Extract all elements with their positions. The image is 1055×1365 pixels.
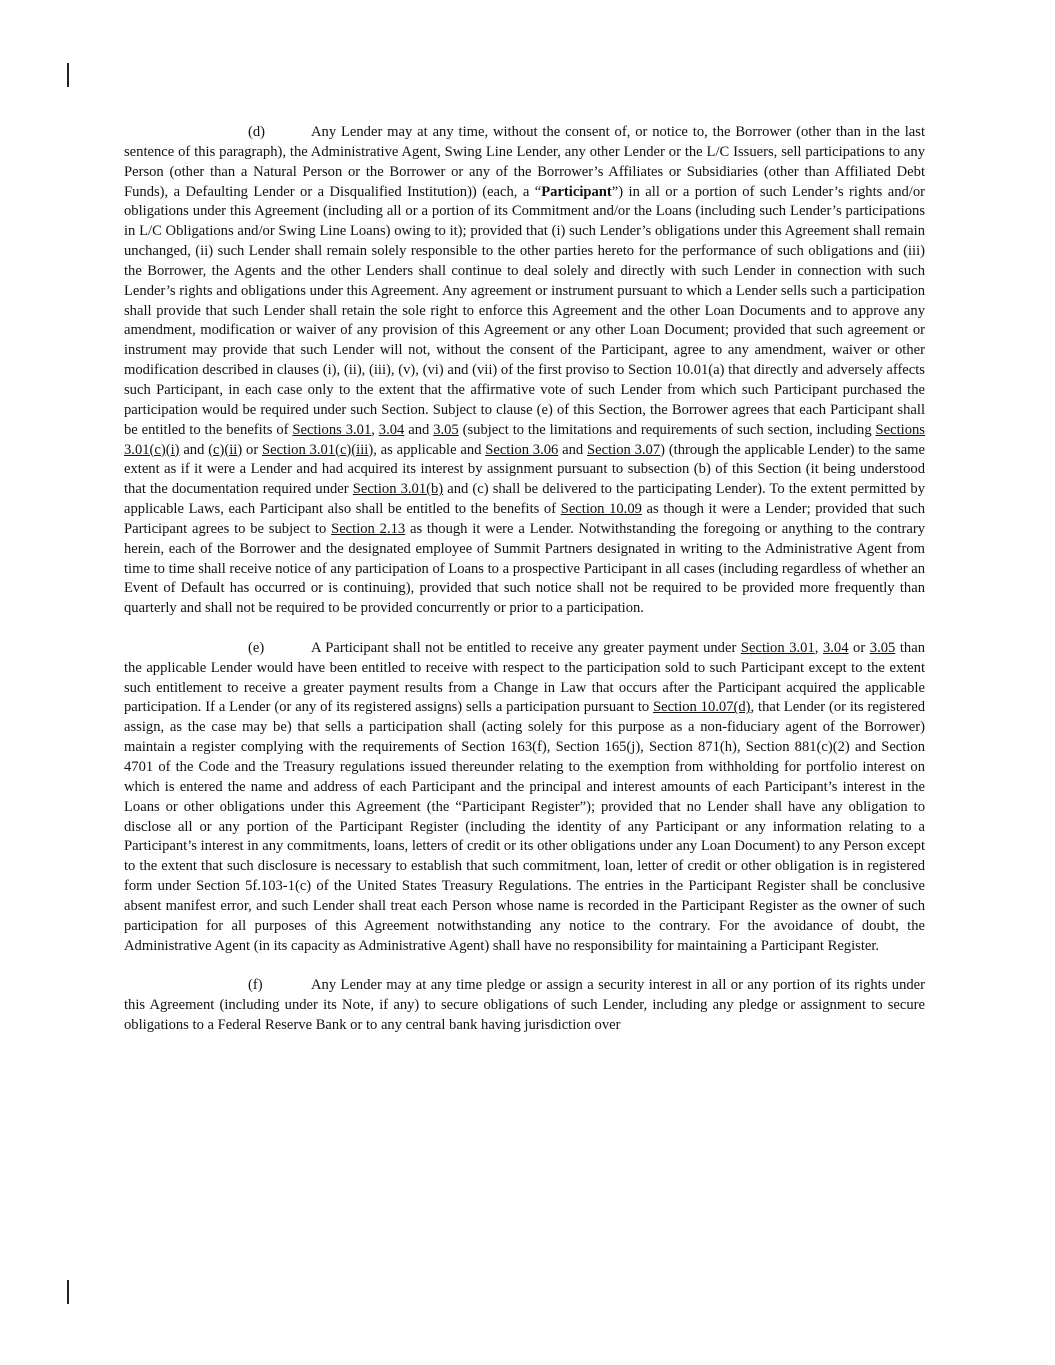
paragraph-text: Any Lender may at any time pledge or assign a security interest in all or any portion of its rights under this Agreement (including under its Note, if any) to secure obligations of such Lender, including any pledge or assignment to secure obligations to a Federal Reserve Bank or to any central bank having jurisdiction over: [124, 977, 925, 1033]
section-reference: Section 3.07: [587, 441, 661, 458]
paragraph-text: ) (through the applicable Lender) to the same extent as if it were a Lender and had acquired its interest by assignment pursuant to subsection (b) of this Section (it being understood that the documentation required under: [124, 441, 926, 498]
revision-bar-bottom: [67, 1280, 69, 1304]
paragraph-text: as though it were a Lender. Notwithstanding the foregoing or anything to the contrary herein, each of the Borrower and the designated employee of Summit Partners designated in writing to the Administrative Agent from time to time shall receive notice of any participation of Loans to a prospective Participant in all cases (including regardless of whether an Event of Default has occurred or is continuing), provided that such notice shall not be required to be provided more frequently than quarterly and shall not be required to be provided concurrently or prior to a participation.: [124, 520, 925, 617]
revision-bar-top: [67, 63, 69, 87]
paragraph-label: (f): [248, 977, 263, 994]
paragraph-text: as though it were a Lender; provided that such Participant agrees to be subject to: [124, 501, 925, 537]
paragraph-text: Any Lender may at any time, without the consent of, or notice to, the Borrower (other than in the last sentence of this paragraph), the Administrative Agent, Swing Line Lender, any other Lender or the L/C Issuers, sell participations to any Person (other than a Natural Person or the Borrower or any of the Borrower’s Affiliates or Subsidiaries (other than Affiliated Debt Funds), a Defaulting Lender or a Disqualified Institution)) (each, a “: [124, 124, 925, 200]
paragraph-f: [124, 976, 925, 1036]
section-reference: 3.04: [822, 639, 849, 656]
paragraph-text: and: [404, 421, 434, 438]
paragraph-text: (subject to the limitations and requirements of such section, including: [458, 421, 876, 438]
section-reference: 3.04: [378, 421, 405, 438]
section-reference: Section 10.07(d): [653, 699, 751, 716]
defined-term: Participant: [541, 183, 612, 200]
paragraph-text: ,: [371, 421, 379, 438]
section-reference: 3.05: [869, 639, 896, 656]
section-reference: Section 3.01(c)(iii): [261, 441, 374, 458]
document-page: [124, 123, 925, 1036]
section-reference: Sections 3.01(c)(i): [124, 421, 925, 458]
section-reference: Section 3.06: [485, 441, 559, 458]
paragraph-label: (d): [248, 124, 266, 140]
paragraph-text: and: [558, 441, 588, 458]
paragraph-text: , that Lender (or its registered assign, as the case may be) that sells a participation shall (acting solely for this purpose as a non-fiduciary agent of the Borrower) maintain a register complying with the requirements of Section 163(f), Section 165(j), Section 871(h), Section 881(c)(2) and Section 4701 of the Code and the Treasury regulations issued thereunder relating to the exemption from withholding for portfolio interest on which is entered the name and address of each Participant and the principal and interest amounts of each Participant’s interest in the Loans or other obligations under this Agreement (the “Participant Register”); provided that no Lender shall have any obligation to disclose all or any portion of the Participant Register (including the identity of any Participant or any information relating to a Participant’s interest in any commitments, loans, letters of credit or its other obligations under any Loan Document) to any Person except to the extent that such disclosure is necessary to establish that such commitment, loan, letter of credit or other obligation is in registered form under Section 5f.103-1(c) of the United States Treasury Regulations. The entries in the Participant Register shall be conclusive absent manifest error, and such Lender shall treat each Person whose name is recorded in the Participant Register as the owner of such participation for all purposes of this Agreement notwithstanding any notice to the contrary. For the avoidance of doubt, the Administrative Agent (in its capacity as Administrative Agent) shall have no responsibility for maintaining a Participant Register.: [124, 699, 925, 954]
paragraph-e: [124, 639, 925, 957]
section-reference: Sections 3.01: [292, 421, 372, 438]
paragraph-text: or: [242, 441, 262, 458]
paragraph-text: , as applicable and: [373, 441, 486, 458]
paragraph-text: or: [848, 639, 870, 656]
paragraph-text: ,: [814, 639, 823, 656]
paragraph-text: than the applicable Lender would have been entitled to receive with respect to the participation sold to such Participant except to the extent such entitlement to receive a greater payment results from a Change in Law that occurs after the Participant acquired the applicable participation. If a Lender (or any of its registered assigns) sells a participation pursuant to: [124, 639, 925, 716]
paragraph-text: ”) in all or a portion of such Lender’s rights and/or obligations under this Agreement (including all or a portion of its Commitment and/or the Loans (including such Lender’s participations in L/C Obligations and/or Swing Line Loans) owing to it); provided that (i) such Lender’s obligations under this Agreement shall remain unchanged, (ii) such Lender shall remain solely responsible to the other parties hereto for the performance of such obligations and (iii) the Borrower, the Agents and the other Lenders shall continue to deal solely and directly with such Lender in connection with such Lender’s rights and obligations under this Agreement. Any agreement or instrument pursuant to which a Lender sells such a participation shall provide that such Lender shall retain the sole right to enforce this Agreement and the other Loan Documents and to approve any amendment, modification or waiver of any provision of this Agreement or any other Loan Document; provided that such agreement or instrument may provide that such Lender will not, without the consent of the Participant, agree to any amendment, waiver or other modification described in clauses (i), (ii), (iii), (v), (vi) and (vii) of the first proviso to Section 10.01(a) that directly and adversely affects such Participant, in each case only to the extent that the affirmative vote of such Lender from which such Participant purchased the participation would be required under such Section. Subject to clause (e) of this Section, the Borrower agrees that each Participant shall be entitled to the benefits of: [124, 183, 925, 438]
section-reference: (c)(ii): [208, 441, 243, 458]
paragraph-text: A Participant shall not be entitled to receive any greater payment under: [311, 639, 741, 656]
section-reference: Section 3.01: [740, 639, 815, 656]
section-reference: Section 3.01(b): [352, 481, 444, 498]
section-reference: Section 10.09: [560, 501, 642, 518]
paragraph-text: and: [179, 441, 209, 458]
paragraph-text: and (c) shall be delivered to the participating Lender). To the extent permitted by applicable Laws, each Participant also shall be entitled to the benefits of: [124, 481, 925, 518]
section-reference: Section 2.13: [331, 520, 406, 537]
paragraph-label: (e): [248, 639, 265, 656]
paragraph-d: [124, 123, 925, 619]
section-reference: 3.05: [433, 421, 459, 438]
